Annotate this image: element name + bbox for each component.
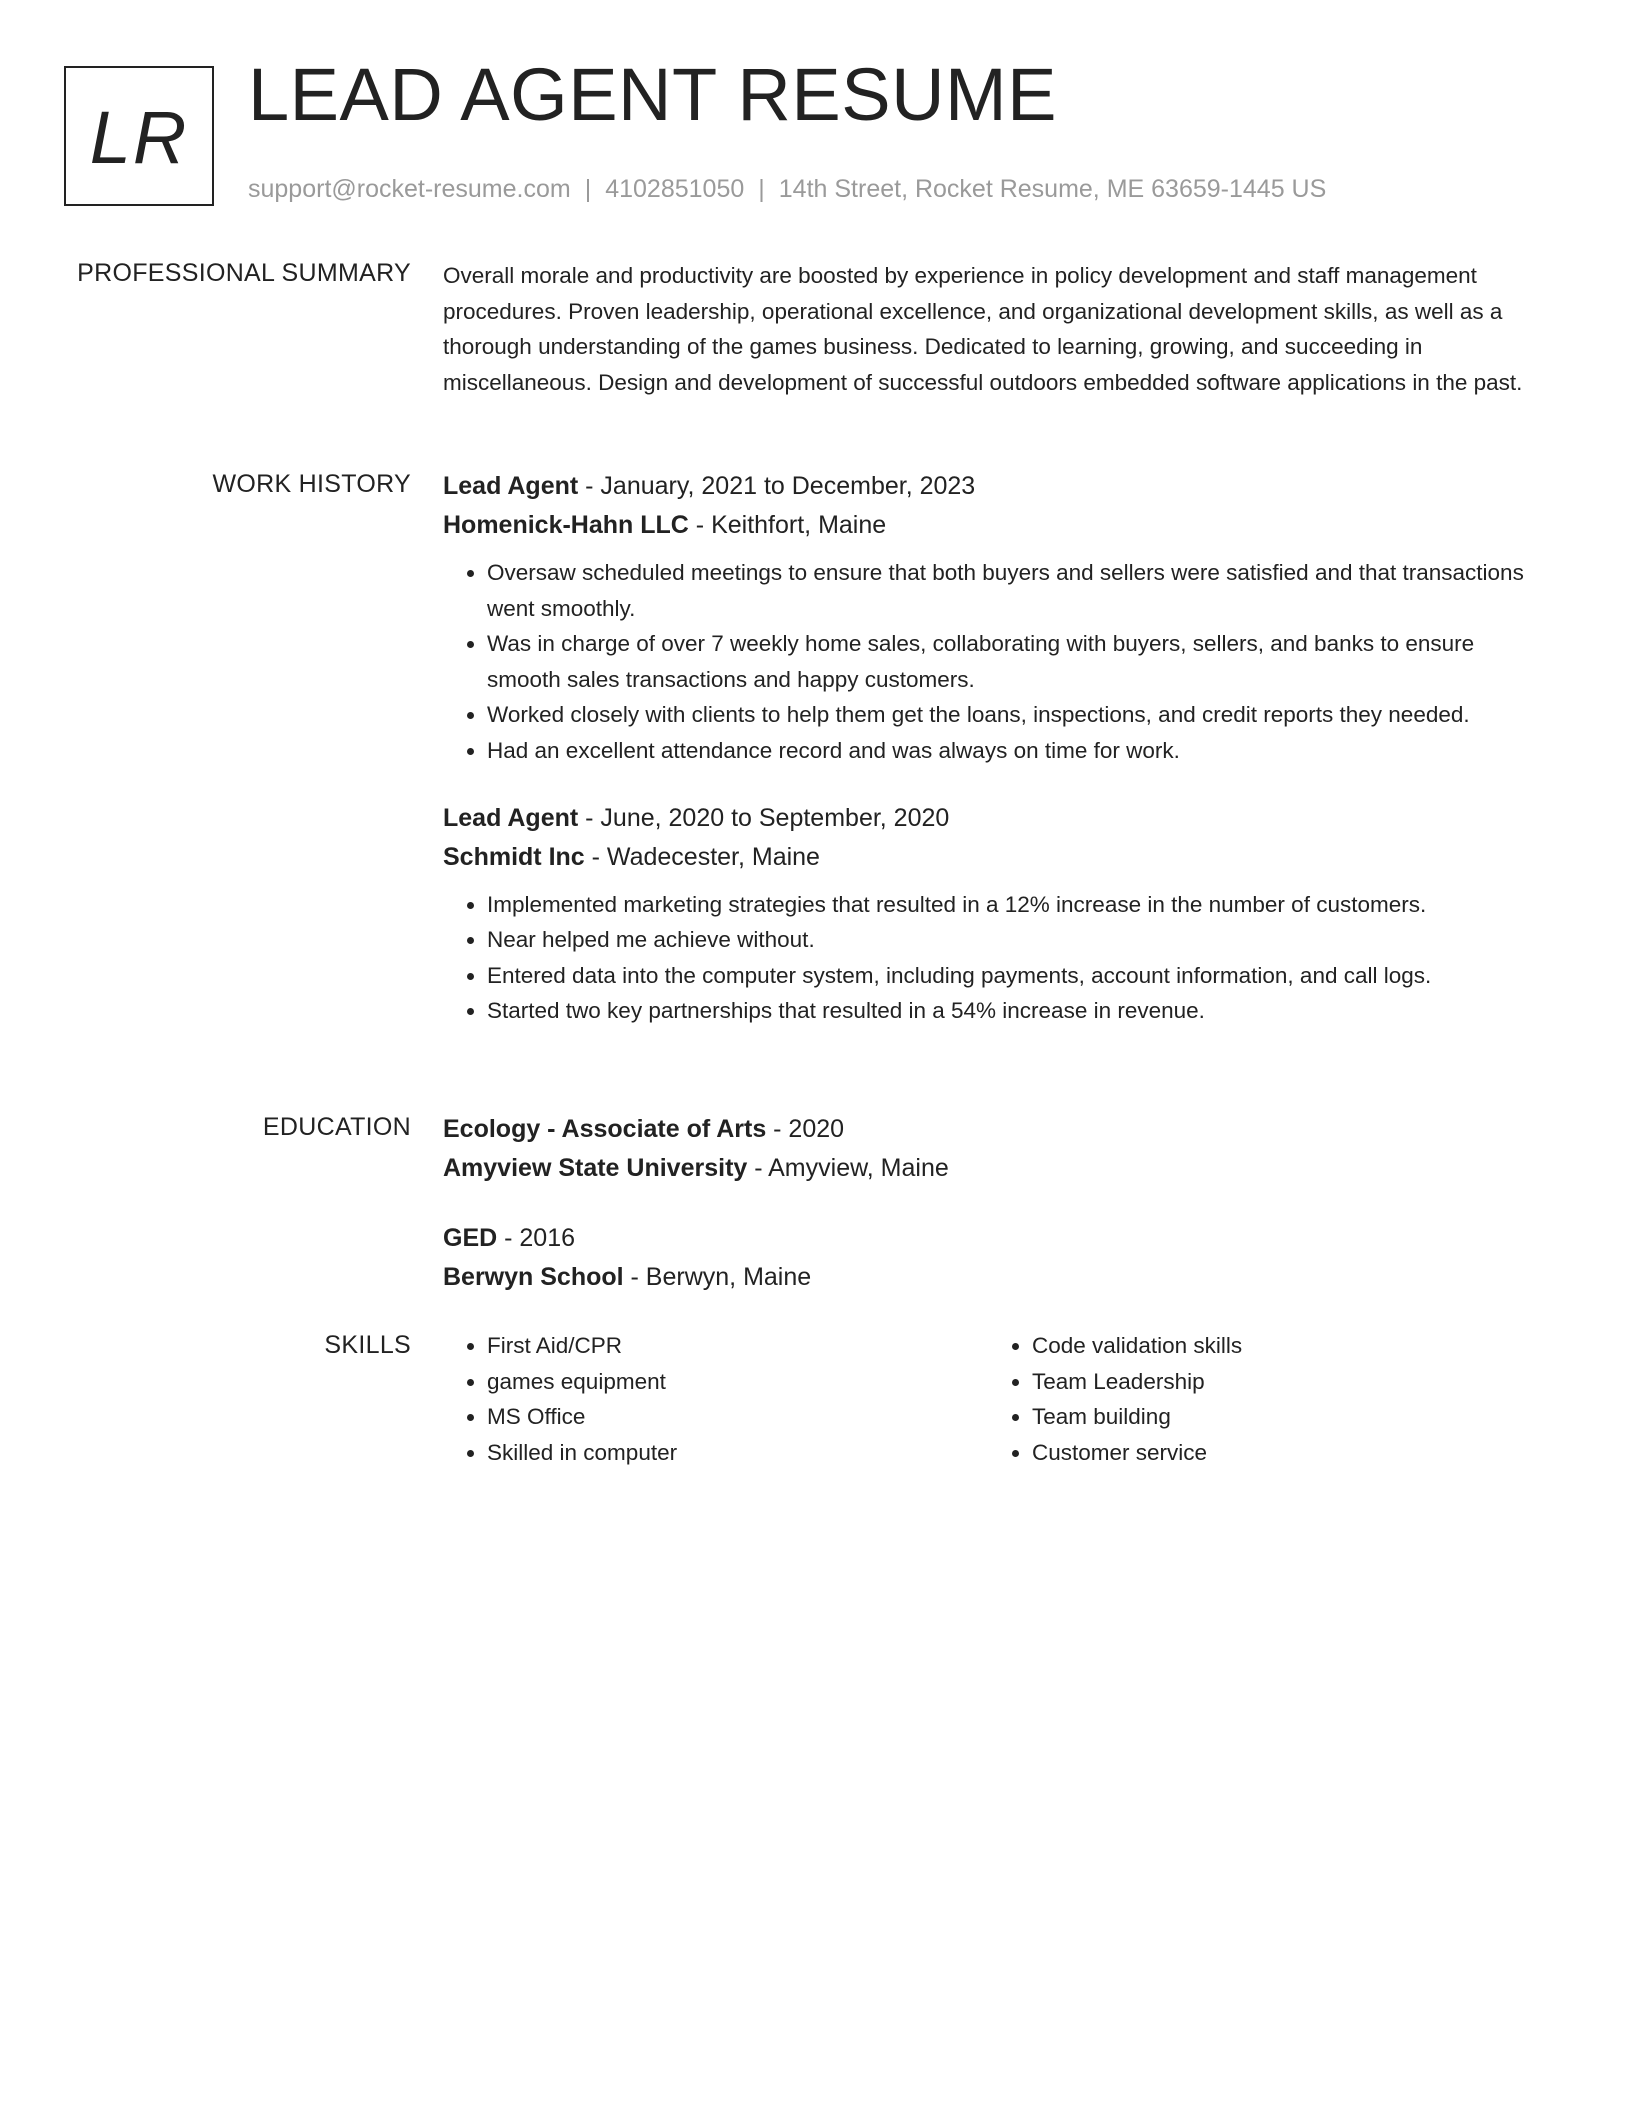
section-heading-education: EDUCATION — [262, 1113, 411, 1141]
education-body — [443, 1110, 1553, 1297]
job-title-line — [443, 799, 1553, 838]
summary-text: Overall morale and productivity are boosted by experience in policy development and staff management procedures. Proven leadership, operational excellence, and organizational development skills, as well as a thorough understanding of the games business. Dedicated to learning, growing, and succeeding in miscellaneous. Design and development of successful outdoors embedded software applications in the past. — [443, 263, 1523, 395]
school-location: - Berwyn, Maine — [623, 1263, 812, 1291]
job-dates: - June, 2020 to September, 2020 — [578, 803, 950, 832]
school-line — [443, 1258, 1553, 1297]
skills-list-left — [443, 1328, 988, 1470]
job-bullet: • Implemented marketing strategies that resulted in a 12% increase in the number of customers. — [487, 887, 1553, 923]
skill-item: • games equipment — [487, 1364, 988, 1400]
skill-item: • Team building — [1032, 1399, 1533, 1435]
degree-line — [443, 1219, 1553, 1258]
skill-item: • First Aid/CPR — [487, 1328, 988, 1364]
section-heading-skills: SKILLS — [324, 1331, 411, 1359]
job-location: - Keithfort, Maine — [688, 511, 887, 539]
job-company-line — [443, 838, 1553, 877]
school: Amyview State University — [443, 1154, 748, 1182]
job-company-line — [443, 506, 1553, 545]
summary-body — [443, 258, 1553, 400]
education-entry — [443, 1219, 1553, 1297]
contact-separator: | — [758, 175, 765, 203]
skill-item: • Code validation skills — [1032, 1328, 1533, 1364]
job-bullet-list — [443, 555, 1553, 769]
contact-separator: | — [584, 175, 592, 203]
job-company: Schmidt Inc — [443, 842, 585, 871]
job-entry — [443, 467, 1553, 769]
job-bullet: • Worked closely with clients to help them get the loans, inspections, and credit reports they needed. — [487, 697, 1553, 733]
job-bullet: • Started two key partnerships that resulted in a 54% increase in revenue. — [487, 993, 1553, 1029]
job-bullet: • Entered data into the computer system, including payments, account information, and call logs. — [487, 958, 1553, 994]
skill-item: • Customer service — [1032, 1435, 1533, 1471]
degree: GED — [443, 1224, 498, 1252]
school-line — [443, 1149, 1553, 1188]
school: Berwyn School — [443, 1263, 624, 1291]
skills-grid — [443, 1328, 1553, 1470]
skill-item: • Team Leadership — [1032, 1364, 1533, 1400]
job-company: Homenick-Hahn LLC — [443, 511, 689, 539]
work-history-body — [443, 467, 1553, 1029]
section-heading-work-history: WORK HISTORY — [212, 470, 411, 498]
job-bullet-list — [443, 887, 1553, 1029]
skill-item: • Skilled in computer — [487, 1435, 988, 1471]
job-bullet: • Oversaw scheduled meetings to ensure that both buyers and sellers were satisfied and that transactions went smoothly. — [487, 555, 1553, 626]
job-dates: - January, 2021 to December, 2023 — [578, 472, 976, 500]
degree-year: - 2016 — [497, 1224, 576, 1252]
job-title: Lead Agent — [443, 803, 579, 832]
contact-phone: 4102851050 — [605, 175, 745, 203]
job-bullet: • Near helped me achieve without. — [487, 922, 1553, 958]
degree: Ecology - Associate of Arts — [443, 1115, 767, 1143]
skill-item: • MS Office — [487, 1399, 988, 1435]
degree-year: - 2020 — [766, 1115, 845, 1143]
job-location: - Wadecester, Maine — [584, 842, 820, 871]
school-location: - Amyview, Maine — [747, 1154, 949, 1182]
contact-email: support@rocket-resume.com — [248, 175, 571, 203]
job-title: Lead Agent — [443, 472, 579, 500]
job-bullet: • Had an excellent attendance record and was always on time for work. — [487, 733, 1553, 769]
job-entry — [443, 799, 1553, 1029]
education-entry — [443, 1110, 1553, 1188]
job-bullet: • Was in charge of over 7 weekly home sales, collaborating with buyers, sellers, and banks to ensure smooth sales transactions and happy customers. — [487, 626, 1553, 697]
job-title-line — [443, 467, 1553, 506]
skills-body — [443, 1328, 1553, 1470]
resume-title: LEAD AGENT RESUME — [248, 53, 1058, 136]
contact-address: 14th Street, Rocket Resume, ME 63659-1445 US — [778, 175, 1327, 203]
monogram-box — [64, 66, 214, 206]
section-heading-summary: PROFESSIONAL SUMMARY — [77, 259, 411, 287]
monogram-initials: LR — [89, 96, 189, 179]
contact-line — [248, 174, 1326, 204]
skills-list-right — [988, 1328, 1533, 1470]
degree-line — [443, 1110, 1553, 1149]
